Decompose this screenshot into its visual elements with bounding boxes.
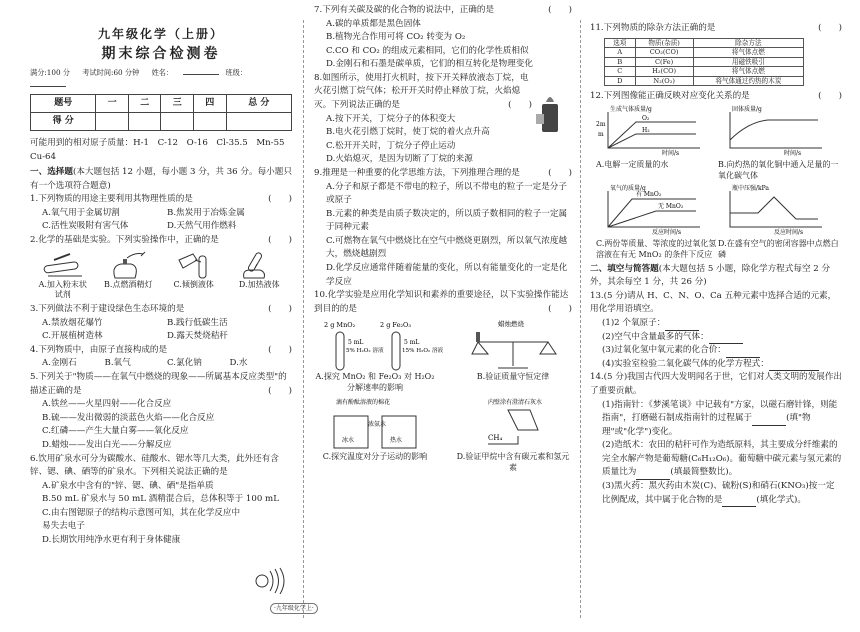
option: A.碳的单质都是黑色固体: [326, 18, 421, 29]
graph-caption: A.电解一定质量的水: [596, 159, 669, 169]
score-cell[interactable]: [161, 112, 194, 130]
lighter-icon: [534, 90, 568, 136]
option: B.硫——发出微弱的淡蓝色火焰——化合反应: [42, 412, 215, 423]
option: C.松开开关时，丁烷分子停止运动: [326, 140, 456, 151]
section-2-heading: [590, 263, 842, 290]
option: C.活性炭吸附有害气体: [42, 221, 129, 232]
option: B.焦炭用于冶炼金属: [167, 207, 245, 218]
table-cell: CO₂(CO): [635, 48, 693, 58]
option: A.铁丝——火星四射——化合反应: [42, 399, 172, 410]
q10-figures-bottom: [314, 396, 572, 474]
fill-item: [590, 317, 842, 331]
fill-item: [590, 358, 842, 372]
score-header-cell: 总 分: [226, 94, 291, 112]
label: 滴有酚酞溶液的棉花: [336, 398, 391, 406]
answer-blank[interactable]: [726, 348, 760, 358]
question-stem: 12.下列图像能正确反映对应变化关系的是: [590, 91, 750, 102]
graph-d: [718, 183, 830, 235]
fill-item-text: (3)过氧化氢中氧元素的化合价：: [602, 345, 726, 356]
test-tubes-diagram: [316, 318, 444, 372]
score-header-cell: 题号: [31, 94, 96, 112]
option-row: [30, 357, 292, 371]
question-13: 13.(5 分)请从 H、C、N、O、Ca 五种元素中选择合适的元素，用化学用语填空。: [590, 290, 837, 315]
option: B.电火花引燃丁烷时，使丁烷的着火点升高: [326, 127, 490, 138]
series-label: H₂: [642, 126, 650, 134]
option-row: [30, 317, 292, 331]
answer-paren[interactable]: ( ): [818, 23, 842, 33]
class-blank[interactable]: [30, 86, 66, 87]
label: 2 g Fe₂O₃: [380, 321, 411, 330]
score-row-label: 得 分: [31, 112, 96, 130]
axis-label: 瓶中压强/kPa: [732, 185, 770, 193]
figure-caption: B.验证质量守恒定律: [476, 372, 550, 382]
section-title: 一、选择题: [30, 167, 73, 178]
section-desc: (本大题包括 12 小题，每小题 3 分，共 36 分。每小题只有一个选项符合题意): [30, 167, 292, 191]
option-row: [30, 207, 292, 221]
figure-option: [100, 250, 156, 302]
exam-meta: [30, 67, 292, 90]
question-stem: 11.下列物质的除杂方法正确的是: [590, 23, 716, 33]
table-cell: H₂(CO): [635, 67, 693, 77]
option: B.践行低碳生活: [167, 317, 228, 328]
question-stem: 5.下列关于"物质——在氧气中燃烧的现象——所属基本反应类型"的描述正确的是: [30, 372, 287, 396]
table-row: [605, 57, 804, 67]
table-cell: C: [605, 67, 636, 77]
fill-item: [590, 399, 842, 440]
question-6: [30, 453, 292, 480]
answer-blank[interactable]: [636, 470, 670, 480]
answer-paren[interactable]: ( ): [548, 5, 572, 15]
table-cell: C(Fe): [635, 57, 693, 67]
answer-paren[interactable]: ( ): [548, 303, 572, 314]
figure-caption: B.点燃酒精灯: [104, 279, 153, 289]
question-12: [590, 90, 842, 104]
graph-caption: B.向灼热的氧化铜中通入足量的一氧化碳气体: [718, 159, 839, 180]
option: A.金刚石: [42, 358, 77, 369]
figure-option: [35, 250, 91, 302]
option: D.火焰熄灭，是因为切断了丁烷的来源: [326, 154, 473, 165]
section-1-heading: [30, 166, 292, 193]
question-4: [30, 344, 292, 358]
label: 5 mL: [348, 339, 364, 347]
column-left: [30, 26, 292, 626]
table-header: 选项: [605, 38, 636, 48]
graph-caption: C.两份等质量、等浓度的过氧化氢溶液在有无 MnO₂ 的条件下反应: [596, 239, 717, 259]
axis-label: 生成气体质量/g: [610, 105, 652, 113]
label: 5 mL: [404, 339, 420, 347]
answer-blank[interactable]: [722, 497, 756, 507]
graph-c: [596, 183, 708, 235]
figure-option: [454, 318, 572, 394]
q12-graphs: [590, 104, 842, 263]
graph-a: [596, 104, 708, 156]
answer-blank[interactable]: [752, 416, 786, 426]
heating-liquid-icon: [236, 250, 282, 280]
table-cell: 将气体点燃: [693, 67, 803, 77]
fill-item: [590, 344, 842, 358]
fill-item-text: (4)实验室检验二氧化碳气体的化学方程式：: [602, 358, 769, 369]
option: D.水: [229, 358, 248, 369]
section-title: 二、填空与简答题: [590, 263, 659, 274]
section-desc: (本大题包括 5 小题，除化学方程式每空 2 分外，其余每空 1 分，共 26 分): [590, 263, 831, 288]
name-label: 姓名：: [151, 68, 174, 78]
fill-item-text: (填"物理"或"化学")变化。: [602, 413, 811, 437]
label: 15% H₂O₂ 溶液: [402, 348, 444, 355]
q2-figures: [30, 250, 292, 302]
table-cell: D: [605, 76, 636, 86]
option: B.氧气: [104, 358, 131, 369]
question-11: [590, 22, 842, 36]
option: C.CO 和 CO₂ 的组成元素相同，它们的化学性质相似: [326, 45, 529, 56]
exam-subtitle: 期末综合检测卷: [101, 45, 221, 62]
impurity-table: [604, 38, 804, 87]
beaker-diagram: [316, 396, 434, 452]
fill-item-text: (1)指南针：《梦溪笔谈》中记载有"方家，以磁石磨针锋，则能指南"，打磨磁石制成指南针的过程属于: [602, 399, 838, 424]
question-stem: 2.化学的基础是实验。下列实验操作中，正确的是: [30, 234, 219, 245]
option: B.元素的种类是由质子数决定的，所以质子数相同的粒子一定属于同种元素: [326, 208, 568, 233]
option: D.露天焚烧秸秆: [167, 331, 228, 342]
score-table: [30, 94, 292, 131]
question-14: 14.(5 分)我国古代四大发明闻名于世，它们对人类文明的发展作出了重要贡献。: [590, 372, 843, 396]
axis-label: 氧气的质量/g: [610, 185, 646, 193]
series-label: O₂: [642, 114, 650, 122]
q10-figures-top: [314, 318, 572, 394]
option: B.50 mL 矿泉水与 50 mL 酒精混合后，总体积等于 100 mL: [42, 494, 279, 505]
figure-option: [454, 396, 572, 474]
score-header-cell: 四: [194, 94, 227, 112]
option: B.植物光合作用可将 CO₂ 转变为 O₂: [326, 32, 466, 43]
table-cell: 将气体通过灼热的木炭: [693, 76, 803, 86]
option: D.金刚石和石墨是碳单质，它们的相互转化是物理变化: [326, 59, 533, 70]
fill-item-text: (填化学式)。: [756, 494, 807, 505]
figure-option: [314, 396, 436, 474]
option: A.矿泉水中含有的"锌、锶、碘、硒"是指单质: [42, 480, 214, 491]
answer-paren[interactable]: ( ): [268, 344, 292, 355]
atomic-masses: 可能用到的相对原子质量：H-1 C-12 O-16 Cl-35.5 Mn-55 Cu-64: [30, 137, 294, 162]
methane-burning-diagram: [458, 396, 568, 452]
question-stem: 9.推理是一种重要的化学思维方法，下列推理合理的是: [314, 167, 520, 178]
score-cell[interactable]: [226, 112, 291, 130]
fill-item: [590, 480, 842, 507]
answer-paren[interactable]: ( ): [268, 234, 292, 245]
question-10: [314, 289, 572, 316]
question-1: [30, 193, 292, 207]
tick: 2m: [596, 120, 606, 128]
table-cell: A: [605, 48, 636, 58]
question-2: [30, 234, 292, 248]
graph-b: [718, 104, 830, 156]
figure-option: [314, 318, 444, 394]
pouring-liquid-icon: [171, 250, 217, 280]
class-label: 班级：: [225, 68, 248, 78]
exam-title: 九年级化学（上册）: [97, 27, 224, 41]
exam-time: 考试时间:60 分钟: [82, 68, 140, 78]
score-header-cell: 二: [128, 94, 161, 112]
option-row: [30, 220, 292, 234]
answer-blank[interactable]: [769, 361, 819, 371]
fill-item-text: (2)空气中含量最多的气体：: [602, 331, 709, 342]
column-divider: [303, 20, 304, 618]
option: C.红磷——产生大量白雾——氧化反应: [42, 426, 189, 437]
option-row: [30, 330, 292, 344]
question-stem: 6.饮用矿泉水可分为碳酸水、硅酸水、锶水等几大类，此外还有含锌、锶、碘、硒等的矿泉水。下列相关说法正确的是: [30, 453, 279, 478]
question-5: [30, 371, 292, 398]
label: 热水: [390, 436, 403, 444]
fill-item: [590, 331, 842, 345]
table-header: 物质(杂质): [635, 38, 693, 48]
label: 2 g MnO₂: [324, 321, 356, 330]
tick: m: [598, 130, 604, 138]
score-header-cell: 三: [161, 94, 194, 112]
answer-blank[interactable]: [665, 321, 699, 331]
column-right: [590, 22, 842, 626]
figure-caption: D.加热液体: [238, 279, 280, 289]
figure-caption: A.探究 MnO₂ 和 Fe₂O₃ 对 H₂O₂ 分解速率的影响: [315, 372, 435, 393]
figure-caption: D.验证甲烷中含有碳元素和氢元素: [456, 451, 570, 472]
figure-caption: A.加入粉末状试剂: [38, 279, 87, 300]
page-number-badge: ·九年级化学上·: [270, 603, 318, 614]
graph-caption: D.在盛有空气的密闭容器中点燃白磷: [718, 239, 839, 259]
balance-diagram: [458, 318, 568, 372]
question-3: [30, 303, 292, 317]
table-row: [605, 76, 804, 86]
score-cell[interactable]: [96, 112, 129, 130]
table-row: [605, 67, 804, 77]
answer-paren[interactable]: ( ): [818, 91, 842, 102]
question-stem: 10.化学实验是应用化学知识和素养的重要途径，以下实验操作能达到目的的是: [314, 290, 569, 314]
figure-option: [166, 250, 222, 302]
answer-paren[interactable]: ( ): [268, 194, 292, 205]
answer-paren[interactable]: ( ): [508, 100, 532, 111]
graph-option-a: [596, 104, 718, 181]
question-stem: 1.下列物质的用途主要利用其物理性质的是: [30, 194, 193, 205]
score-header-cell: 一: [96, 94, 129, 112]
option: C.开展植树造林: [42, 331, 103, 342]
label: CH₄: [488, 433, 503, 442]
axis-label: 反应时间/s: [774, 229, 804, 237]
table-cell: B: [605, 57, 636, 67]
figure-caption: C.倾倒液体: [173, 279, 214, 289]
table-row: [605, 48, 804, 58]
option: C.由右图锶原子的结构示意图可知，其在化学反应中易失去电子: [42, 507, 241, 532]
series-label: 无 MnO₂: [658, 203, 684, 211]
table-header: 除杂方法: [693, 38, 803, 48]
label: 蜡烛燃烧: [498, 320, 524, 329]
fill-item-text: (1)2 个氧原子：: [602, 318, 666, 329]
score-cell[interactable]: [194, 112, 227, 130]
figure-option: [231, 250, 287, 302]
table-cell: N₂(O₂): [635, 76, 693, 86]
axis-label: 时间/s: [662, 149, 680, 157]
fill-item-text: (填最简整数比)。: [670, 467, 738, 478]
option: C.氯化钠: [167, 358, 202, 369]
column-middle: [314, 4, 572, 626]
graph-option-d: [718, 183, 840, 260]
axis-label: 反应时间/s: [652, 229, 682, 237]
axis-label: 时间/s: [784, 149, 802, 157]
label: 冰水: [342, 436, 355, 444]
graph-option-b: [718, 104, 840, 181]
score-cell[interactable]: [128, 112, 161, 130]
column-divider: [580, 20, 581, 618]
answer-paren[interactable]: ( ): [268, 385, 292, 396]
graph-option-c: [596, 183, 718, 260]
q8-block: [314, 72, 572, 167]
label: 5% H₂O₂ 溶液: [346, 348, 384, 355]
test-tube-powder-icon: [40, 250, 86, 280]
option: D.蜡烛——发出白光——分解反应: [42, 439, 172, 450]
series-label: 有 MnO₂: [636, 191, 662, 199]
option: A.氧气用于金属切割: [42, 207, 120, 218]
question-stem: 3.下列做法不利于建设绿色生态环境的是: [30, 304, 185, 315]
name-blank[interactable]: [183, 74, 219, 75]
option: D.长期饮用纯净水更有利于身体健康: [42, 534, 181, 545]
question-7: [314, 4, 572, 18]
table-cell: 用磁铁吸引: [693, 57, 803, 67]
label: 内壁涂有澄清石灰水: [488, 398, 543, 406]
question-stem: 8.如图所示，使用打火机时，按下开关释放液态丁烷，电火花引燃丁烷气体；松开开关时停止释放丁烷，火焰熄灭。下列说法正确的是: [314, 72, 529, 111]
option: A.分子和原子都是不带电的粒子，所以不带电的粒子一定是分子或原子: [326, 181, 567, 206]
alcohol-lamp-icon: [105, 250, 151, 280]
question-9: [314, 167, 572, 181]
figure-caption: C.探究温度对分子运动的影响: [322, 451, 428, 461]
fill-item-text: (2)造纸术：农田的秸秆可作为造纸原料，其主要成分纤维素的完全水解产物是葡萄糖(C₆H₁₂O₆)。葡萄糖中碳元素与氢元素的质量比为: [602, 440, 842, 478]
strontium-atom-diagram-icon: [250, 566, 290, 596]
option: A.禁放烟花爆竹: [42, 317, 103, 328]
question-stem: 7.下列有关碳及碳的化合物的说法中，正确的是: [314, 5, 495, 15]
score-total: 满分:100 分: [30, 68, 70, 78]
option: D.化学反应通常伴随着能量的变化，所以有能量变化的一定是化学反应: [326, 262, 568, 287]
axis-label: 固体质量/g: [732, 105, 762, 113]
option: C.可燃物在氧气中燃烧比在空气中燃烧更剧烈，所以氧气浓度越大，燃烧越剧烈: [326, 235, 568, 260]
answer-paren[interactable]: ( ): [268, 304, 292, 315]
label: 浓氨水: [368, 420, 387, 428]
option: D.天然气用作燃料: [167, 221, 237, 232]
answer-blank[interactable]: [709, 334, 743, 344]
fill-item-text: (3)黑火药：黑火药由木炭(C)、硫粉(S)和硝石(KNO₃)按一定比例配成，其中属于化合物的是: [602, 481, 835, 505]
option: A.按下开关，丁烷分子的体积变大: [326, 113, 456, 124]
fill-item: [590, 439, 842, 480]
question-stem: 4.下列物质中，由原子直接构成的是: [30, 344, 168, 355]
table-cell: 将气体点燃: [693, 48, 803, 58]
answer-paren[interactable]: ( ): [548, 167, 572, 178]
